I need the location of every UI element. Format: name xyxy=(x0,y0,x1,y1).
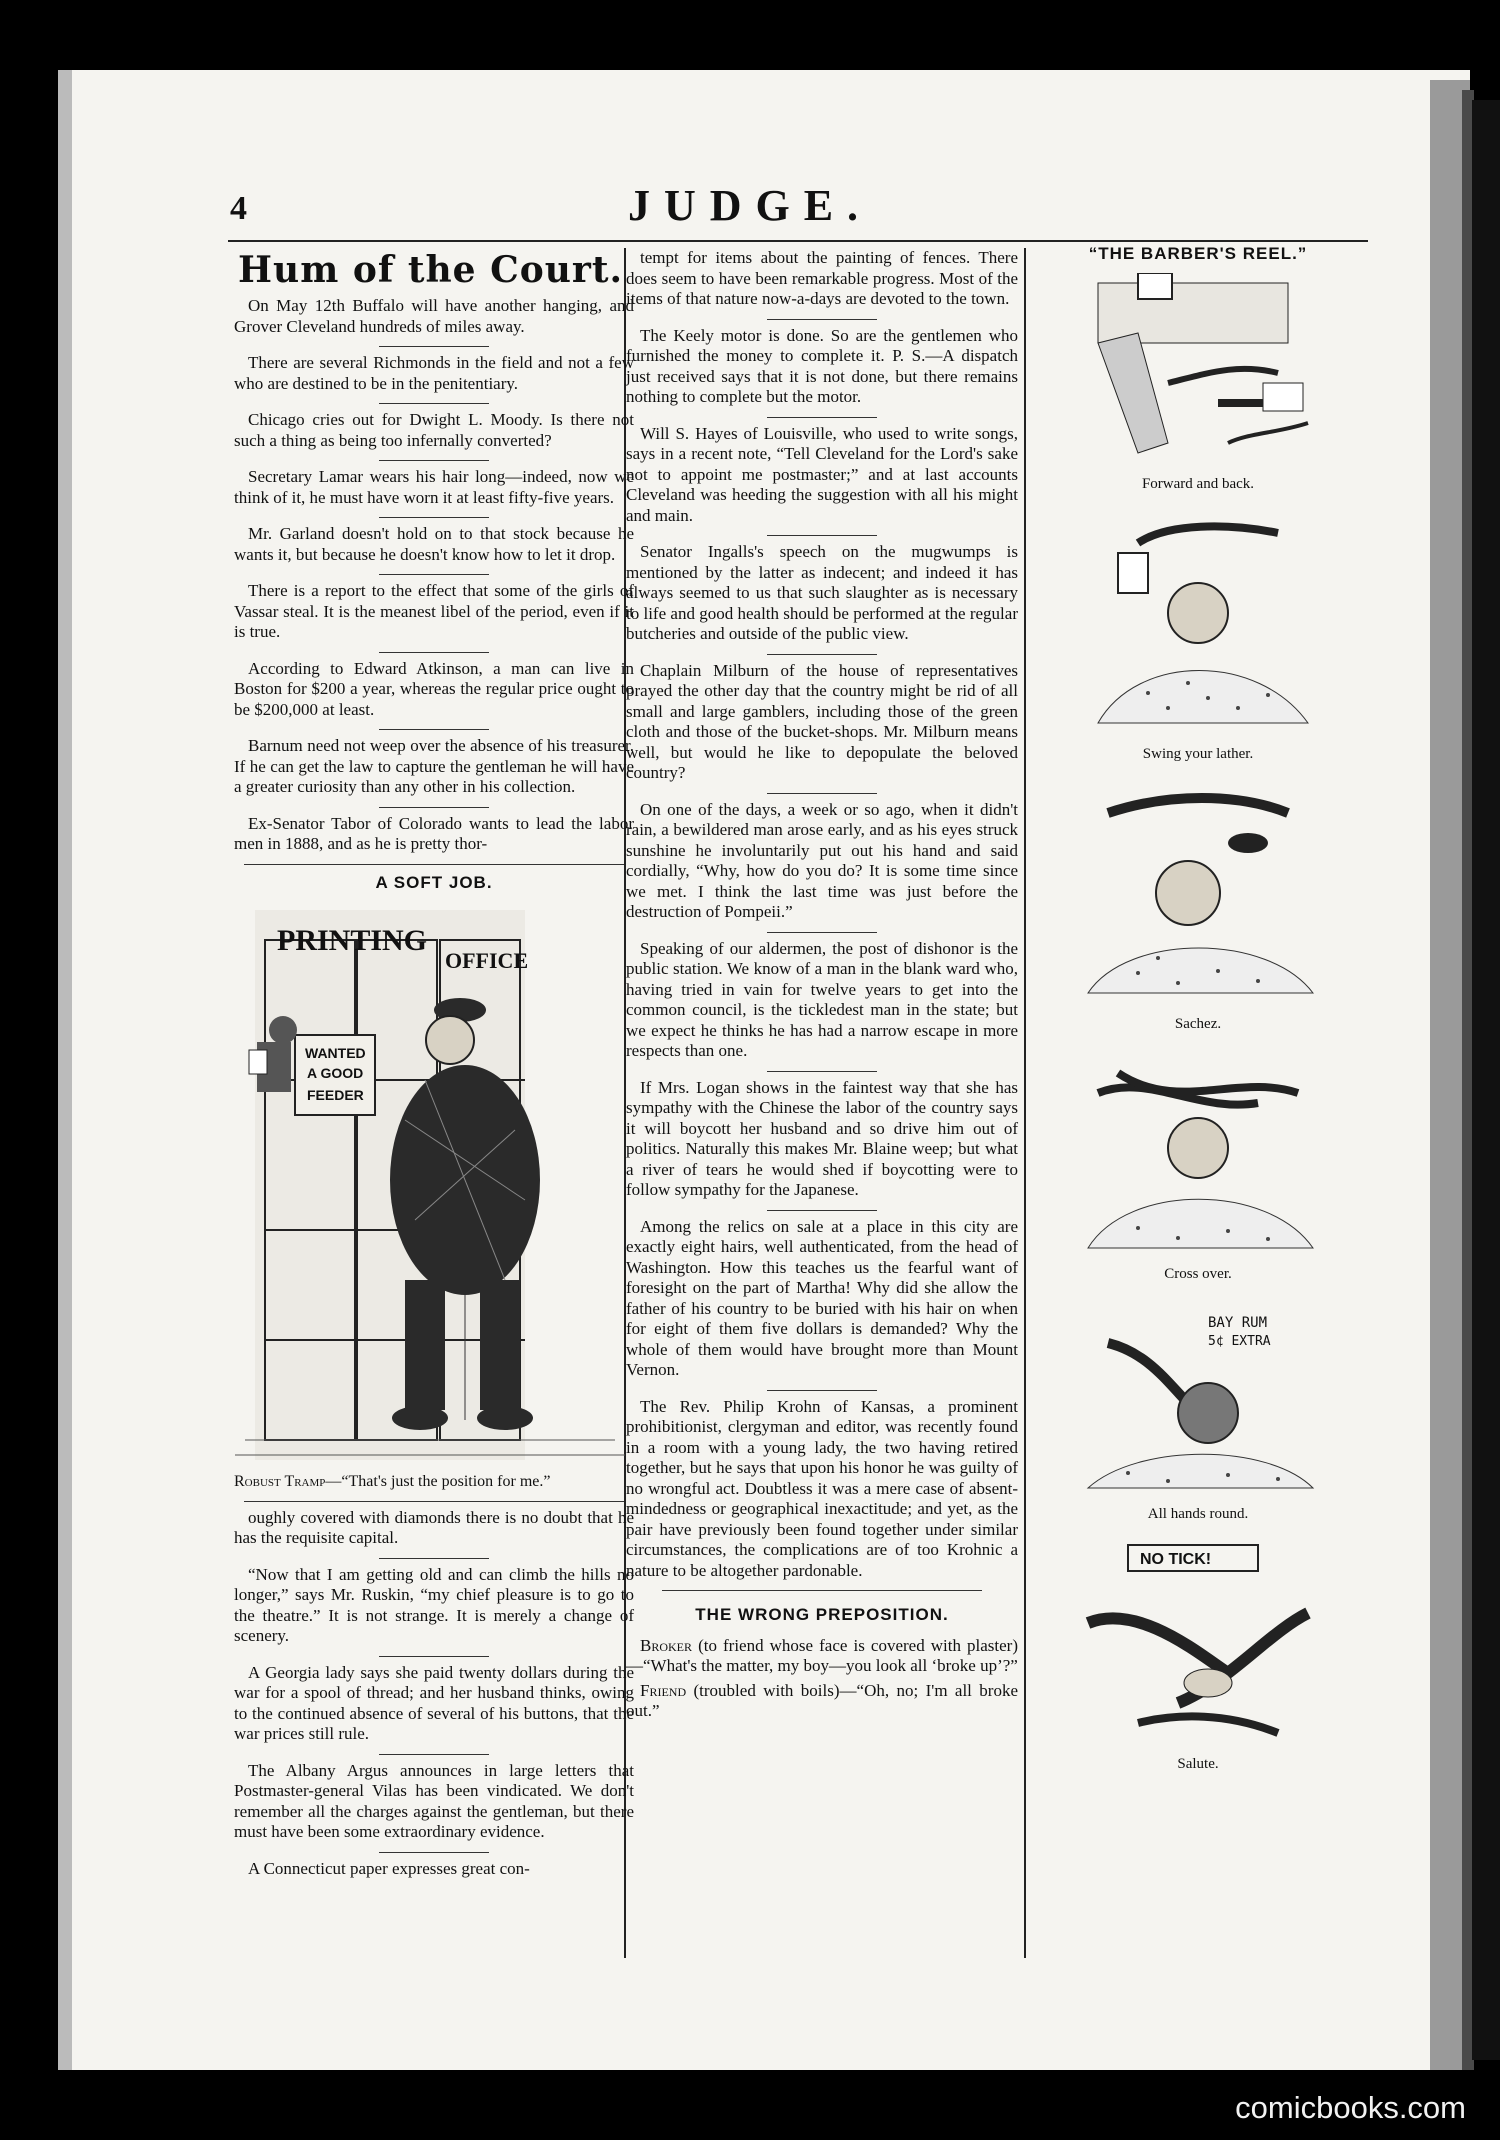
column-rule-2 xyxy=(1024,248,1026,1958)
paragraph: tempt for items about the painting of fences. There does seem to have been remarkable progress. Most of the items of that nature now-a-days are devoted to the town. xyxy=(626,248,1018,308)
reel-caption-4: Cross over. xyxy=(1164,1266,1232,1282)
paragraph-divider xyxy=(767,535,877,536)
column-2-paragraphs xyxy=(626,248,1018,1581)
reel-caption-6: Salute. xyxy=(1177,1756,1219,1772)
paragraph-divider xyxy=(379,346,489,347)
watermark: comicbooks.com xyxy=(1235,2090,1466,2125)
paragraph: Speaking of our aldermen, the post of dishonor is the public station. We know of a man in the blank ward who, having tried in vain for twelve years to get into the common council, is the tickledest man in the state; but we expect he thinks he has had a narrow escape in more respects than one. xyxy=(626,938,1018,1060)
paragraph-divider xyxy=(767,1071,877,1072)
paragraph-divider xyxy=(767,1390,877,1391)
paragraph-divider xyxy=(767,417,877,418)
reel-caption-2: Swing your lather. xyxy=(1142,746,1254,762)
paragraph: Chaplain Milburn of the house of representatives prayed the other day that the country might be rid of all small and large gamblers, including those of the green cloth and those of the bucket-shops. Mr. Milburn means well, but would he like to depopulate the beloved country? xyxy=(626,660,1018,782)
wanted-sign-line2: A GOOD xyxy=(307,1065,364,1081)
speaker-broker: Broker xyxy=(640,1635,693,1655)
paragraph: Ex-Senator Tabor of Colorado wants to lead the labor men in 1888, and as he is pretty thor- xyxy=(234,813,634,853)
paragraph-divider xyxy=(379,517,489,518)
paragraph: Mr. Garland doesn't hold on to that stock because he wants it, but because he doesn't know how to let it drop. xyxy=(234,524,634,564)
paragraph: Among the relics on sale at a place in this city are exactly eight hairs, well authenticated, from the head of Washington. How this teaches us the fearful want of foresight on the part of Martha! Why did she allow the father of his country to be buried with his hair on when for eight of them five dollars is demanded? Why the whole of them would have brought more than Mount Vernon. xyxy=(626,1216,1018,1379)
column-1-paragraphs xyxy=(234,296,634,855)
reel-panel-3 xyxy=(1030,783,1366,1035)
paragraph: The Albany Argus announces in large letters that Postmaster-general Vilas has been vindicated. We don't remember all the charges against the gentleman, but there must have been some extraordinary evidence. xyxy=(234,1760,634,1841)
reel-panel-1 xyxy=(1030,273,1366,495)
reel-caption-5: All hands round. xyxy=(1147,1506,1249,1522)
no-tick-sign-text: NO TICK! xyxy=(1140,1550,1212,1568)
dialogue-line-broker xyxy=(626,1636,1018,1677)
paragraph: A Connecticut paper expresses great con- xyxy=(248,1858,530,1878)
cartoon-caption xyxy=(234,1473,634,1491)
page-shadow-left xyxy=(58,70,72,2070)
paragraph-divider xyxy=(379,729,489,730)
paragraph-divider xyxy=(767,793,877,794)
paragraph: Chicago cries out for Dwight L. Moody. Is there not such a thing as being too infernally converted? xyxy=(234,410,634,450)
reel-panel-5 xyxy=(1030,1303,1366,1525)
paragraph: A Georgia lady says she paid twenty dollars during the war for a spool of thread; and her husband thinks, owing to the continued absence of several of his buttons, that the war prices still rule. xyxy=(234,1662,634,1743)
paragraph: oughly covered with diamonds there is no doubt that he has the requisite capital. xyxy=(234,1507,634,1547)
soft-job-cartoon xyxy=(234,899,634,1467)
cross-over-illustration xyxy=(1078,1053,1318,1253)
paragraph: On May 12th Buffalo will have another hanging, and Grover Cleveland hundreds of miles away. xyxy=(234,296,634,336)
column-1 xyxy=(234,250,634,1888)
paragraph: The Keely motor is done. So are the gentlemen who furnished the money to complete it. P. S.—A dispatch just received says that it is not done, but there remains nothing to complete but the motor. xyxy=(626,325,1018,406)
page-number: 4 xyxy=(230,190,247,227)
divider xyxy=(662,1590,982,1591)
book-gutter xyxy=(1472,100,1500,2060)
bay-rum-sign-line2: 5¢ EXTRA xyxy=(1208,1333,1271,1349)
paragraph-divider xyxy=(767,319,877,320)
wrong-preposition-title: THE WRONG PREPOSITION. xyxy=(695,1605,949,1624)
paragraph: There is a report to the effect that some of the girls of Vassar steal. It is the meanest libel of the period, even if it is true. xyxy=(234,581,634,641)
divider xyxy=(244,1501,624,1502)
paragraph-divider xyxy=(767,1210,877,1211)
paragraph: According to Edward Atkinson, a man can live in Boston for $200 a year, whereas the regular price ought to be $200,000 at least. xyxy=(234,658,634,719)
wanted-sign-line3: FEEDER xyxy=(307,1087,364,1103)
barbers-reel-title: “THE BARBER'S REEL.” xyxy=(1088,244,1308,263)
paragraph: Secretary Lamar wears his hair long—indeed, now we think of it, he must have worn it at least fifty-five years. xyxy=(234,467,634,507)
masthead: JUDGE. xyxy=(627,181,873,230)
shaving-razor-illustration xyxy=(1078,273,1318,463)
column-2 xyxy=(626,248,1018,1722)
paragraph-divider xyxy=(379,807,489,808)
paragraph-divider xyxy=(379,574,489,575)
divider xyxy=(244,864,624,865)
section-title: Hum of the Court. xyxy=(238,249,624,291)
paragraph-divider xyxy=(767,932,877,933)
reel-caption-3: Sachez. xyxy=(1174,1016,1222,1032)
paragraph-divider xyxy=(379,1558,489,1559)
paragraph-divider xyxy=(767,654,877,655)
paragraph: “Now that I am getting old and can climb the hills no longer,” says Mr. Ruskin, “my chief pleasure is to go to the theatre.” It is not strange. It is merely a change of scenery. xyxy=(234,1564,634,1645)
paragraph-divider xyxy=(379,1754,489,1755)
paragraph: If Mrs. Logan shows in the faintest way that she has sympathy with the Chinese the labor of the country says it will boycott her husband and so drive him out of politics. Naturally this makes Mr. Blaine weep; but what a river of tears he would shed if boycotting were to follow sympathy for the Japanese. xyxy=(626,1077,1018,1199)
column-3 xyxy=(1030,240,1366,1793)
broker-text: (to friend whose face is covered with plaster)—“What's the matter, my boy—you look all ‘broke up’?” xyxy=(626,1635,1018,1675)
lathering-illustration xyxy=(1078,513,1318,733)
salute-illustration xyxy=(1078,1543,1318,1743)
paragraph: The Rev. Philip Krohn of Kansas, a prominent prohibitionist, clergyman and editor, was recently found in a room with a young lady, the two having retired together, but he says that upon his honor he was guilty of no wrongful act. Doubtless it was a mere case of absent-mindedness or geographical inexactitude; and yet, as the pair have previously been found together under similar circumstances, the complications are of too Krohnic a nature to be altogether pardonable. xyxy=(626,1396,1018,1580)
office-sign-text: OFFICE xyxy=(445,948,529,973)
friend-text: (troubled with boils)—“Oh, no; I'm all broke out.” xyxy=(626,1680,1018,1720)
dialogue-line-friend xyxy=(626,1681,1018,1722)
paragraph: There are several Richmonds in the field and not a few who are destined to be in the penitentiary. xyxy=(234,353,634,393)
paragraph: Will S. Hayes of Louisville, who used to write songs, says in a recent note, “Tell Cleveland for the Lord's sake not to appoint me postmaster;” and at last accounts Cleveland was heeding the suggestion with all his might and main. xyxy=(626,423,1018,525)
bay-rum-sign-line1: BAY RUM xyxy=(1208,1314,1268,1331)
tramp-illustration xyxy=(235,900,635,1460)
reel-panel-4 xyxy=(1030,1053,1366,1285)
all-hands-round-illustration xyxy=(1078,1303,1318,1493)
caption-text: —“That's just the position for me.” xyxy=(325,1472,551,1490)
paragraph-divider xyxy=(379,460,489,461)
reel-panel-2 xyxy=(1030,513,1366,765)
reel-panel-6 xyxy=(1030,1543,1366,1775)
cartoon-title: A SOFT JOB. xyxy=(375,872,493,892)
paragraph: Senator Ingalls's speech on the mugwumps is mentioned by the latter as indecent; and indeed it has always seemed to us that such slaughter as is necessary to life and good health should be performed at the regular butcheries and outside of the public view. xyxy=(626,542,1018,643)
reel-caption-1: Forward and back. xyxy=(1141,476,1255,492)
speaker-friend: Friend xyxy=(640,1680,687,1700)
wanted-sign-line1: WANTED xyxy=(305,1045,366,1061)
paragraph: On one of the days, a week or so ago, when it didn't rain, a bewildered man arose early, and as his eyes struck sunshine he involuntarily put out his hand and said cordially, “Why, how do you do? It is some time since we met. I think the last time was just before the destruction of Pompeii.” xyxy=(626,799,1018,921)
paragraph-divider xyxy=(379,1656,489,1657)
paragraph: Barnum need not weep over the absence of his treasurer. If he can get the law to capture the gentleman he will have a greater curiosity than any other in his collection. xyxy=(234,736,634,796)
column-1-paragraphs-continued xyxy=(234,1508,634,1880)
printing-sign-text: PRINTING xyxy=(277,924,428,957)
paragraph-divider xyxy=(379,1852,489,1853)
caption-speaker: Robust Tramp xyxy=(234,1472,326,1490)
paragraph-divider xyxy=(379,403,489,404)
sachez-illustration xyxy=(1078,783,1318,1003)
paragraph-divider xyxy=(379,652,489,653)
